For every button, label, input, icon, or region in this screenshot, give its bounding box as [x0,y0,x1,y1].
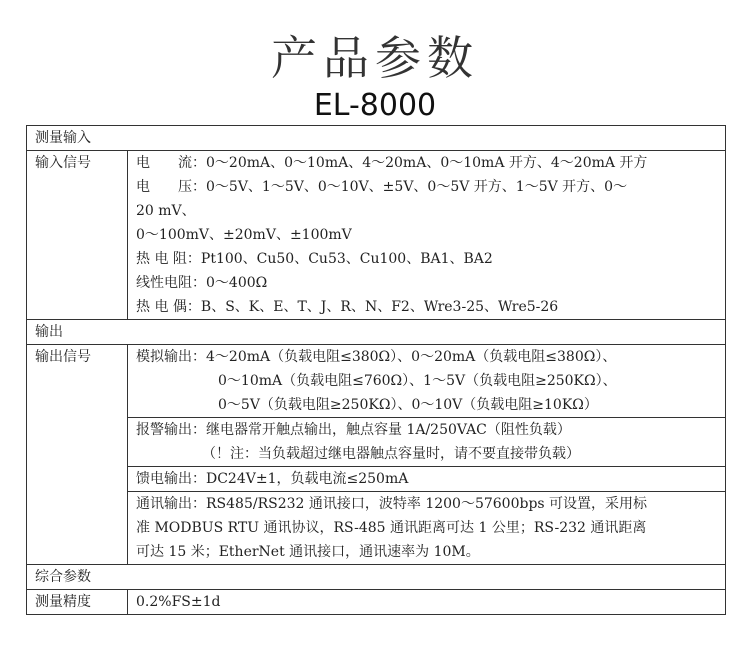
section-row-output [27,320,726,345]
row-value [128,345,726,418]
section-row-input [27,126,726,151]
row-value [128,151,726,320]
feed-line: 馈电输出：DC24V±1，负载电流≤250mA [136,471,409,487]
table-row-feed-output [27,467,726,492]
input-line: 电 流：0～20mA、0～10mA、4～20mA、0～10mA 开方、4～20mA 开方 [136,155,648,171]
row-value [128,418,726,467]
analog-line: 0～10mA（负载电阻≤760Ω）、1～5V（负载电阻≥250KΩ）、 [218,373,617,389]
section-row-general [27,565,726,590]
row-value [128,467,726,492]
model-name: EL-8000 [313,88,437,123]
input-line: 热 电 偶：B、S、K、E、T、J、R、N、F2、Wre3-25、Wre5-26 [136,299,559,315]
input-line: 电 压：0～5V、1～5V、0～10V、±5V、0～5V 开方、1～5V 开方、0～ [136,179,628,195]
spec-table [26,125,726,615]
analog-line: 0～5V（负载电阻≥250KΩ）、0～10V（负载电阻≥10KΩ） [218,397,598,413]
page-title: 产品参数 [271,31,479,85]
row-value [128,492,726,565]
comm-line: 可达 15 米；EtherNet 通讯接口，通讯速率为 10M。 [136,544,480,560]
alarm-line: 报警输出：继电器常开触点输出，触点容量 1A/250VAC（阻性负载） [136,422,571,438]
section-header: 输出 [27,320,726,345]
row-value: 0.2%FS±1d [128,590,726,615]
alarm-note: （！注：当负载超过继电器触点容量时，请不要直接带负载） [202,446,580,462]
row-label: 输入信号 [27,151,128,320]
input-line: 20 mV、 [136,203,196,219]
input-line: 热 电 阻：Pt100、Cu50、Cu53、Cu100、BA1、BA2 [136,251,493,267]
section-header: 综合参数 [27,565,726,590]
input-line: 0～100mV、±20mV、±100mV [136,227,352,243]
table-row-alarm-output [27,418,726,467]
table-row-analog-output [27,345,726,418]
comm-line: 通讯输出：RS485/RS232 通讯接口，波特率 1200～57600bps 可设置，采用标 [136,496,648,512]
table-row-comm-output [27,492,726,565]
analog-line: 模拟输出：4～20mA（负载电阻≤380Ω）、0～20mA（负载电阻≤380Ω）、 [136,349,617,365]
table-row-accuracy [27,590,726,615]
comm-line: 准 MODBUS RTU 通讯协议，RS-485 通讯距离可达 1 公里；RS-232 通讯距离 [136,520,647,536]
section-header: 测量输入 [27,126,726,151]
row-label: 测量精度 [27,590,128,615]
table-row-input-signal [27,151,726,320]
input-line: 线性电阻：0～400Ω [136,275,268,291]
row-label: 输出信号 [27,345,128,565]
